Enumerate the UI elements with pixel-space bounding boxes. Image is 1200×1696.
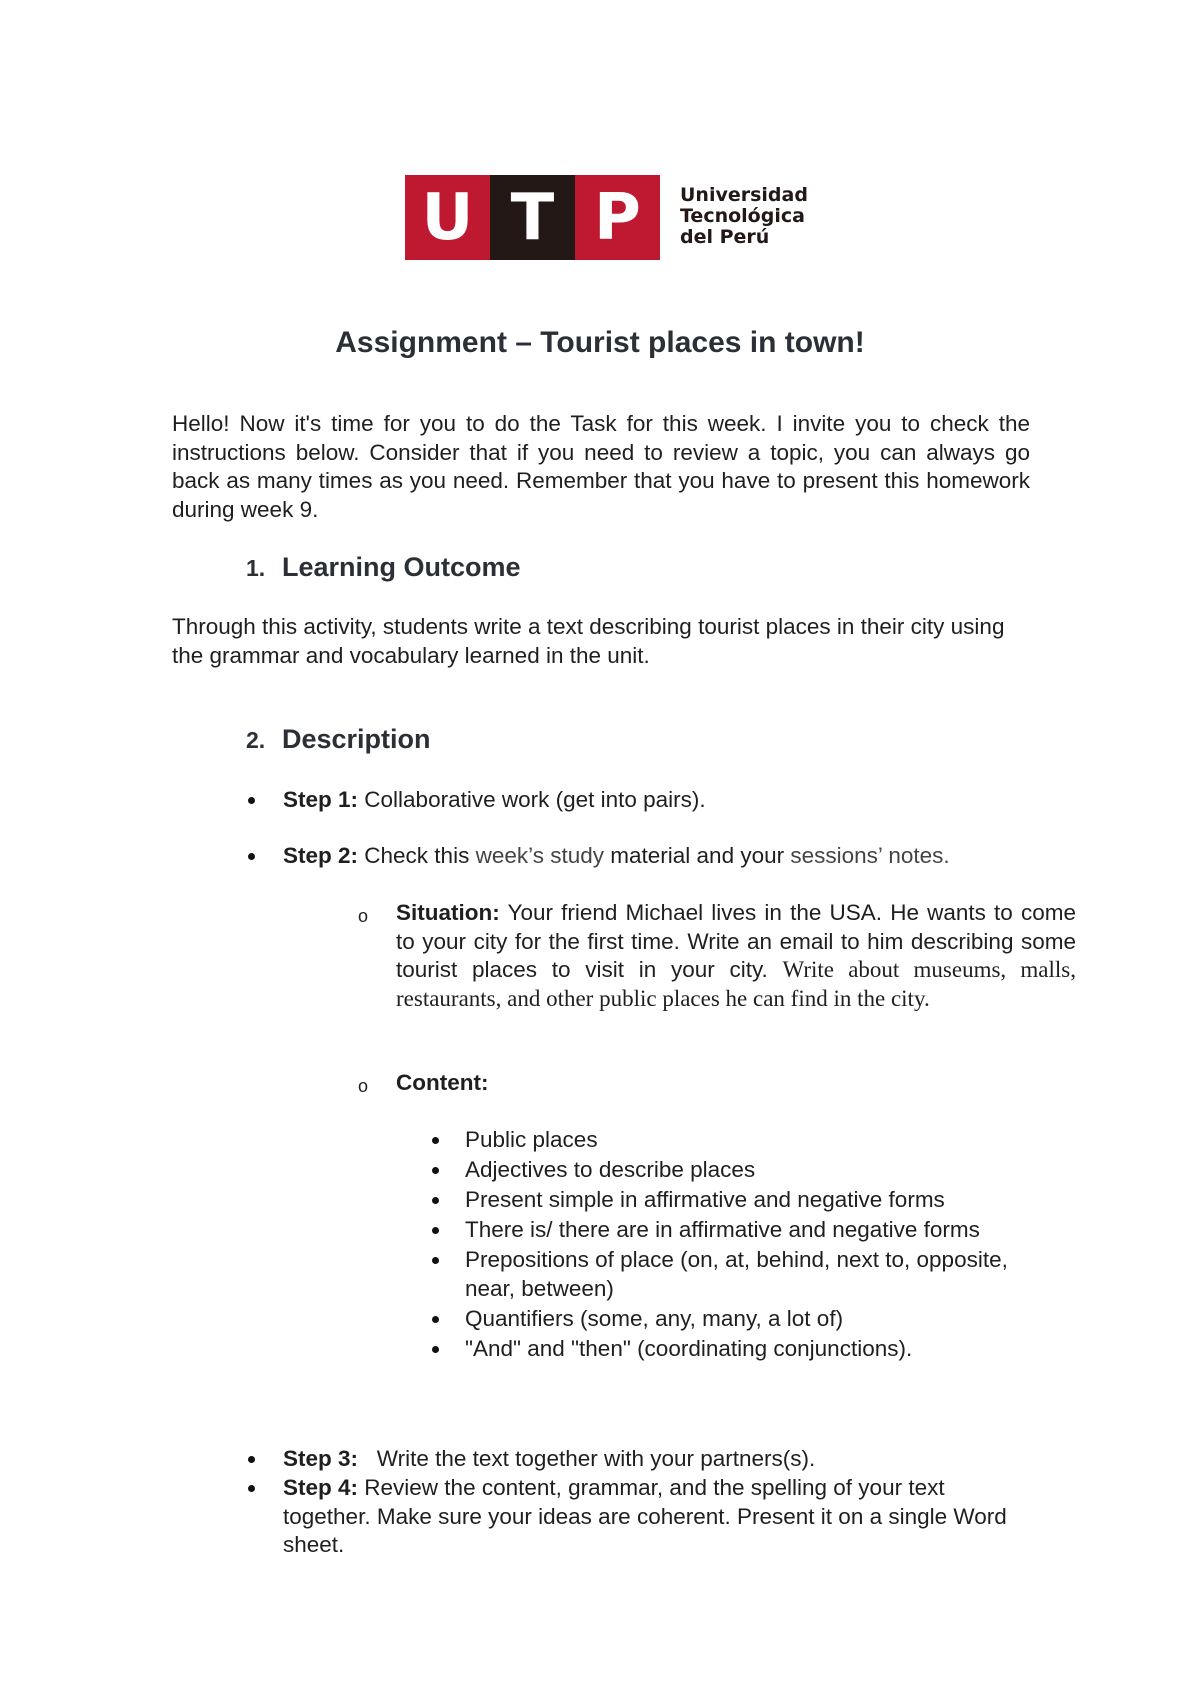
bullet-icon xyxy=(248,1456,255,1463)
situation-text-serif: Write about museums, malls, restaurants, and other public places he can find in the city. xyxy=(396,957,1076,1011)
intro-paragraph: Hello! Now it's time for you to do the Task for this week. I invite you to check the instructions below. Consider that if you need to review a topic, you can always go back as many times as you need. Remember that you have to present this homework during week 9. xyxy=(172,411,1030,522)
list-item: "And" and "then" (coordinating conjunctions). xyxy=(432,1335,1042,1364)
section-number: 2. xyxy=(246,727,266,753)
section-heading-description xyxy=(246,724,431,755)
step-text-part-2: week’s study xyxy=(475,843,604,868)
step-label: Step 2: xyxy=(283,843,359,868)
content-list xyxy=(432,1126,1042,1365)
situation-label: Situation: xyxy=(396,900,500,925)
page-title: Assignment – Tourist places in town! xyxy=(335,326,865,359)
list-item: Public places xyxy=(432,1126,1042,1155)
step-label: Step 1: xyxy=(283,787,359,812)
situation-item xyxy=(358,899,1076,1013)
section-number: 1. xyxy=(246,555,266,581)
step-text: Write the text together with your partners(s). xyxy=(376,1446,816,1471)
step-text: Review the content, grammar, and the spelling of your text together. Make sure your ideas are coherent. Present it on a single Word sheet. xyxy=(283,1475,1007,1557)
bullet-icon xyxy=(432,1346,439,1353)
logo-name-line-2: Tecnológica xyxy=(680,205,805,227)
step-text-part-4: sessions’ notes. xyxy=(790,843,950,868)
content-item xyxy=(358,1069,1076,1101)
logo-letter-u: U xyxy=(405,175,490,260)
bullet-icon xyxy=(432,1227,439,1234)
list-item: Present simple in affirmative and negative forms xyxy=(432,1186,1042,1215)
section-title: Description xyxy=(282,724,431,754)
step-text-part-3: material and your xyxy=(610,843,785,868)
list-item: Quantifiers (some, any, many, a lot of) xyxy=(432,1305,1042,1334)
section-title: Learning Outcome xyxy=(282,552,521,582)
bullet-icon xyxy=(432,1257,439,1264)
step-label: Step 3: xyxy=(283,1446,359,1471)
utp-logo xyxy=(405,175,808,260)
step-1-item xyxy=(248,786,1043,815)
circle-bullet-icon: o xyxy=(358,906,369,926)
step-text-part-1: Check this xyxy=(364,843,470,868)
bullet-icon xyxy=(432,1316,439,1323)
section-heading-learning-outcome xyxy=(246,552,521,583)
step-text: Collaborative work (get into pairs). xyxy=(364,787,706,812)
step-label: Step 4: xyxy=(283,1475,359,1500)
logo-letter-t: T xyxy=(490,175,575,260)
bullet-icon xyxy=(432,1137,439,1144)
bullet-icon xyxy=(248,853,255,860)
step-3-item xyxy=(248,1445,1043,1474)
bullet-icon xyxy=(248,797,255,804)
step-2-item xyxy=(248,842,1043,871)
learning-outcome-paragraph: Through this activity, students write a text describing tourist places in their city using the grammar and vocabulary learned in the unit. xyxy=(172,614,1005,668)
circle-bullet-icon: o xyxy=(358,1076,369,1096)
list-item: Prepositions of place (on, at, behind, next to, opposite, near, between) xyxy=(432,1246,1042,1303)
list-item: There is/ there are in affirmative and negative forms xyxy=(432,1216,1042,1245)
content-label: Content: xyxy=(396,1070,489,1095)
logo-name-line-1: Universidad xyxy=(680,184,808,206)
bullet-icon xyxy=(432,1197,439,1204)
bullet-icon xyxy=(432,1167,439,1174)
step-4-item xyxy=(248,1474,1023,1560)
logo-letter-p: P xyxy=(575,175,660,260)
bullet-icon xyxy=(248,1485,255,1492)
list-item: Adjectives to describe places xyxy=(432,1156,1042,1185)
situation-text: Your friend Michael lives in the USA. He wants to come to your city for the first time. Write an email to him describing some tourist places to visit in your city. xyxy=(396,900,1076,982)
logo-name-line-3: del Perú xyxy=(680,226,770,248)
logo-university-name xyxy=(680,185,808,248)
